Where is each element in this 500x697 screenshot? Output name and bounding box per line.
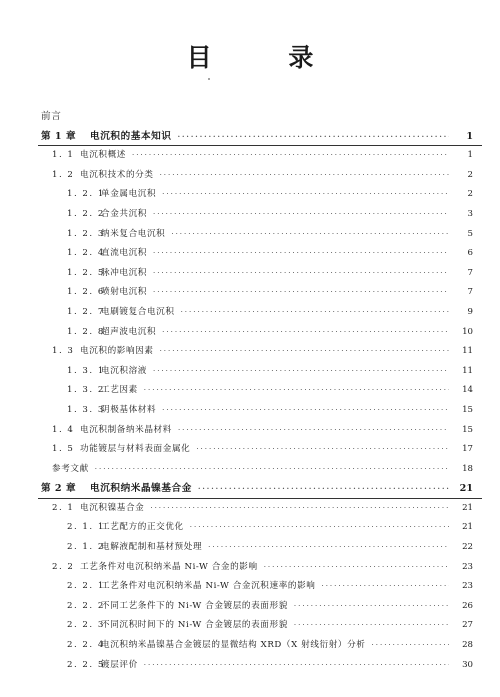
toc-entry-number: 1. 2. 5	[67, 267, 105, 278]
page-title: 目 录	[186, 43, 348, 72]
toc-entry	[0, 401, 500, 421]
toc-page-number: 22	[462, 542, 473, 553]
toc-entry-number: 2. 1	[52, 502, 75, 513]
toc-page-number: 11	[462, 346, 473, 357]
toc-dot-leader	[162, 185, 449, 205]
toc-entry-title: 阴极基体材料	[101, 404, 157, 415]
toc-page-number: 30	[462, 659, 473, 670]
toc-page-number: 17	[462, 444, 473, 455]
toc-entry	[0, 146, 500, 166]
toc-dot-leader	[162, 401, 449, 421]
toc-entry-title: 电沉积技术的分类	[80, 169, 154, 180]
toc-entry-number: 2. 2. 3	[67, 620, 105, 631]
toc-chapter-row	[0, 479, 500, 499]
toc-entry-number: 1. 3	[52, 346, 75, 357]
toc-page-number: 2	[467, 169, 473, 180]
toc-entry-title: 电沉积的基本知识	[90, 130, 172, 142]
toc-dot-leader	[160, 166, 449, 186]
toc-entry-number: 1. 3. 1	[67, 365, 105, 376]
toc-page-number: 6	[467, 248, 473, 259]
toc-entry-number: 1. 1	[52, 150, 75, 161]
toc-dot-leader	[153, 362, 449, 382]
toc-entry-title: 纳米复合电沉积	[101, 228, 166, 239]
toc-page-number: 1	[466, 130, 473, 142]
toc-page-number: 10	[462, 326, 473, 337]
toc-entry	[0, 636, 500, 656]
toc-entry	[0, 342, 500, 362]
toc-entry	[0, 283, 500, 303]
toc-page-number: 7	[467, 267, 473, 278]
toc-entry-number: 1. 2	[52, 169, 75, 180]
toc-page-number: 3	[467, 208, 473, 219]
toc-entry	[0, 264, 500, 284]
toc-dot-leader	[160, 342, 449, 362]
toc-entry-title: 电沉积镍基合金	[80, 502, 145, 513]
toc-entry-title: 工艺条件对电沉积纳米晶 Ni-W 合金的影响	[80, 561, 258, 572]
toc-entry	[0, 577, 500, 597]
toc-entry-number: 1. 2. 8	[67, 326, 105, 337]
toc-dot-leader	[95, 460, 449, 480]
toc-dot-leader	[178, 421, 449, 441]
toc-entry	[0, 166, 500, 186]
toc-page-number: 5	[467, 228, 473, 239]
toc-dot-leader	[162, 323, 449, 343]
toc-chapter-row	[0, 127, 500, 147]
toc-page-number: 7	[467, 287, 473, 298]
toc-entry	[0, 107, 500, 127]
toc-entry-title: 电沉积概述	[80, 150, 126, 161]
toc-page-number: 1	[467, 150, 473, 161]
toc-entry-title: 前言	[41, 111, 62, 122]
toc-dot-leader	[153, 264, 449, 284]
toc-entry	[0, 323, 500, 343]
toc-page-number: 14	[462, 385, 473, 396]
toc-entry-number: 1. 3. 3	[67, 404, 105, 415]
toc-entry-title: 工艺条件对电沉积纳米晶 Ni-W 合金沉积速率的影响	[101, 581, 316, 592]
toc-entry-number: 第 1 章	[41, 130, 77, 142]
toc-entry-title: 电沉积纳米晶镍基合金镀层的显微结构 XRD（X 射线衍射）分析	[101, 640, 366, 651]
toc-entry-number: 2. 2. 2	[67, 600, 105, 611]
toc-page-number: 2	[467, 189, 473, 200]
toc-entry-title: 参考文献	[52, 463, 89, 474]
toc-entry	[0, 381, 500, 401]
scan-speck	[208, 78, 210, 80]
toc-entry	[0, 244, 500, 264]
toc-entry-title: 电沉积的影响因素	[80, 346, 154, 357]
toc-entry-title: 喷射电沉积	[101, 287, 147, 298]
toc-dot-leader	[181, 303, 449, 323]
toc-entry-number: 1. 2. 6	[67, 287, 105, 298]
toc-entry-title: 工艺因素	[101, 385, 138, 396]
toc-page-number: 21	[462, 502, 473, 513]
toc-dot-leader	[171, 225, 449, 245]
toc-entry-number: 1. 2. 7	[67, 306, 105, 317]
toc-dot-leader	[294, 597, 449, 617]
toc-entry-number: 1. 5	[52, 444, 75, 455]
toc-entry	[0, 303, 500, 323]
toc-entry	[0, 205, 500, 225]
toc-entry-title: 电沉积溶液	[101, 365, 147, 376]
toc-entry-title: 镀层评价	[101, 659, 138, 670]
toc-entry-title: 电沉积制备纳米晶材料	[80, 424, 172, 435]
toc-dot-leader	[178, 127, 449, 147]
toc-dot-leader	[150, 499, 449, 519]
toc-entry-number: 2. 1. 1	[67, 522, 105, 533]
toc-dot-leader	[372, 636, 449, 656]
toc-dot-leader	[208, 538, 449, 558]
toc-dot-leader	[153, 244, 449, 264]
toc-entry-number: 1. 2. 3	[67, 228, 105, 239]
toc-entry	[0, 460, 500, 480]
toc-entry-title: 单金属电沉积	[101, 189, 157, 200]
toc-entry-title: 工艺配方的正交优化	[101, 522, 184, 533]
toc-entry-number: 1. 4	[52, 424, 75, 435]
toc-page-number: 26	[462, 600, 473, 611]
toc-page-number: 28	[462, 640, 473, 651]
toc-entry-number: 2. 2	[52, 561, 75, 572]
toc-entry-number: 1. 3. 2	[67, 385, 105, 396]
toc-entry-title: 脉冲电沉积	[101, 267, 147, 278]
toc-dot-leader	[144, 381, 449, 401]
toc-entry	[0, 597, 500, 617]
toc-entry-title: 不同工艺条件下的 Ni-W 合金镀层的表面形貌	[101, 600, 288, 611]
toc-entry-number: 2. 1. 2	[67, 542, 105, 553]
toc-dot-leader	[198, 479, 449, 499]
toc-entry-title: 超声波电沉积	[101, 326, 157, 337]
toc-entry	[0, 499, 500, 519]
toc-entry-number: 第 2 章	[41, 483, 77, 495]
toc-page-number: 15	[462, 424, 473, 435]
toc-entry	[0, 558, 500, 578]
toc-page-number: 27	[462, 620, 473, 631]
toc-entry-number: 2. 2. 1	[67, 581, 105, 592]
toc-page-number: 9	[467, 306, 473, 317]
toc-page-number: 23	[462, 581, 473, 592]
toc-entry	[0, 440, 500, 460]
toc-entry-number: 1. 2. 2	[67, 208, 105, 219]
toc-entry-title: 功能镀层与材料表面金属化	[80, 444, 191, 455]
toc-entry	[0, 185, 500, 205]
toc-entry	[0, 225, 500, 245]
toc-entry	[0, 616, 500, 636]
toc-entry-title: 不同沉积时间下的 Ni-W 合金镀层的表面形貌	[101, 620, 288, 631]
toc-page-number: 21	[462, 522, 473, 533]
toc-entry	[0, 421, 500, 441]
toc-page-number: 11	[462, 365, 473, 376]
toc-page-number: 21	[459, 483, 473, 495]
toc-entry-number: 2. 2. 5	[67, 659, 105, 670]
toc-dot-leader	[132, 146, 449, 166]
toc-entry-title: 电刷镀复合电沉积	[101, 306, 175, 317]
toc-page-number: 15	[462, 404, 473, 415]
toc-entry-number: 1. 2. 4	[67, 248, 105, 259]
toc-entry	[0, 656, 500, 676]
toc-entry	[0, 362, 500, 382]
toc-entry-number: 1. 2. 1	[67, 189, 105, 200]
table-of-contents	[0, 107, 500, 675]
toc-dot-leader	[190, 518, 449, 538]
toc-dot-leader	[153, 205, 449, 225]
toc-entry-title: 直流电沉积	[101, 248, 147, 259]
toc-entry-title: 电解液配制和基材预处理	[101, 542, 203, 553]
toc-dot-leader	[321, 577, 449, 597]
toc-dot-leader	[153, 283, 449, 303]
toc-entry-number: 2. 2. 4	[67, 640, 105, 651]
toc-entry	[0, 518, 500, 538]
toc-page-number: 18	[462, 463, 473, 474]
toc-entry-title: 电沉积纳米晶镍基合金	[90, 483, 192, 495]
toc-dot-leader	[196, 440, 449, 460]
toc-dot-leader	[264, 558, 449, 578]
toc-entry-title: 合金共沉积	[101, 208, 147, 219]
toc-page-number: 23	[462, 561, 473, 572]
toc-dot-leader	[294, 616, 449, 636]
toc-entry	[0, 538, 500, 558]
toc-dot-leader	[144, 656, 449, 676]
